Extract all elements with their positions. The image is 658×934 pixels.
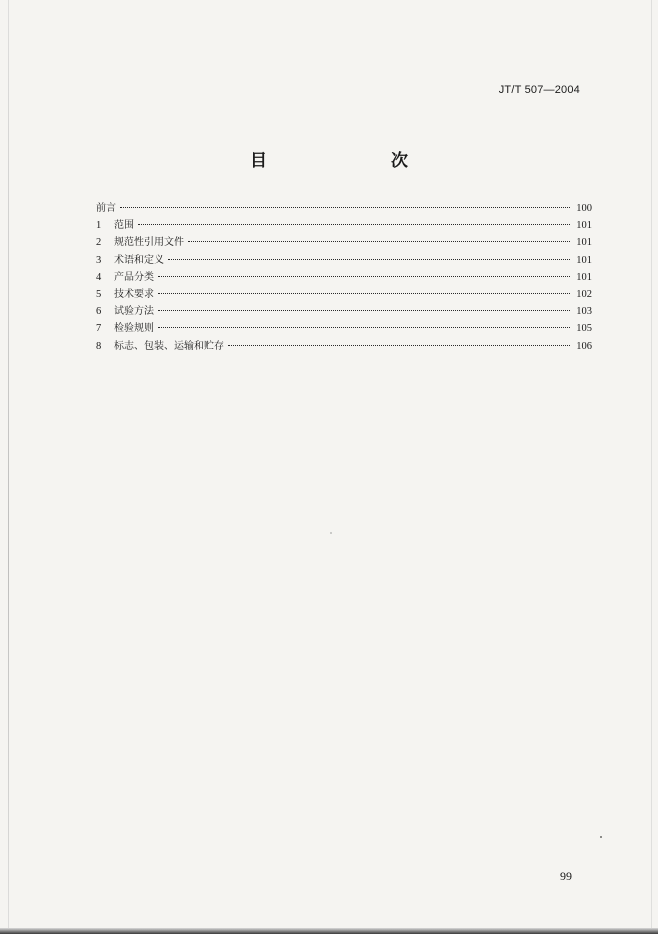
- toc-entry[interactable]: [96, 337, 592, 354]
- toc-entry-page: 101: [576, 254, 592, 266]
- toc-entry-number: 1: [96, 220, 102, 232]
- toc-entry-label: 试验方法: [114, 306, 154, 318]
- toc-entry-label: 术语和定义: [114, 254, 164, 266]
- toc-dot-leader: [168, 259, 570, 260]
- scan-edge-right: [651, 0, 652, 934]
- toc-entry-number: 3: [96, 254, 102, 266]
- toc-entry[interactable]: [96, 285, 592, 302]
- toc-entry-number: 4: [96, 271, 102, 283]
- toc-entry-page: 101: [576, 271, 592, 283]
- toc-entry-page: 101: [576, 237, 592, 249]
- scan-speck: [330, 532, 332, 534]
- toc-dot-leader: [138, 224, 570, 225]
- toc-entry-number: 2: [96, 237, 102, 249]
- toc-entry-page: 100: [576, 203, 592, 214]
- toc-entry-label: 标志、包装、运输和贮存: [114, 340, 224, 352]
- toc-entry-page: 101: [576, 220, 592, 232]
- page-number: 99: [560, 869, 572, 883]
- toc-entry[interactable]: [96, 319, 592, 336]
- toc-dot-leader: [120, 207, 570, 208]
- scan-edge-bottom: [0, 928, 658, 934]
- toc-entry-label: 检验规则: [114, 323, 154, 335]
- toc-dot-leader: [228, 345, 570, 346]
- toc-entry[interactable]: [96, 216, 592, 233]
- toc-entry[interactable]: [96, 268, 592, 285]
- toc-entry-label: 规范性引用文件: [114, 237, 184, 249]
- toc-entry-label: 产品分类: [114, 271, 154, 283]
- toc-entry[interactable]: [96, 251, 592, 268]
- toc-entry-page: 106: [576, 340, 592, 352]
- toc-entry-page: 105: [576, 323, 592, 335]
- toc-dot-leader: [158, 276, 570, 277]
- toc-entry-label: 前言: [96, 203, 116, 214]
- scan-speck: [600, 836, 602, 838]
- toc-entry[interactable]: [96, 199, 592, 216]
- toc-dot-leader: [158, 327, 570, 328]
- toc-dot-leader: [158, 310, 570, 311]
- scan-edge-left: [8, 0, 9, 934]
- toc-entry[interactable]: [96, 233, 592, 250]
- toc-entry-page: 102: [576, 288, 592, 300]
- standard-code: JT/T 507—2004: [498, 84, 580, 96]
- page-title: 目 次: [250, 151, 438, 171]
- toc-entry-label: 范围: [114, 220, 134, 232]
- toc-entry-number: 6: [96, 306, 102, 318]
- toc-entry-number: 7: [96, 323, 102, 335]
- toc-dot-leader: [188, 241, 570, 242]
- toc-entry-number: 8: [96, 340, 102, 352]
- toc-entry-number: 5: [96, 288, 102, 300]
- toc-entry[interactable]: [96, 302, 592, 319]
- toc-dot-leader: [158, 293, 570, 294]
- toc-entry-page: 103: [576, 306, 592, 318]
- toc-entry-label: 技术要求: [114, 288, 154, 300]
- table-of-contents: [96, 199, 592, 354]
